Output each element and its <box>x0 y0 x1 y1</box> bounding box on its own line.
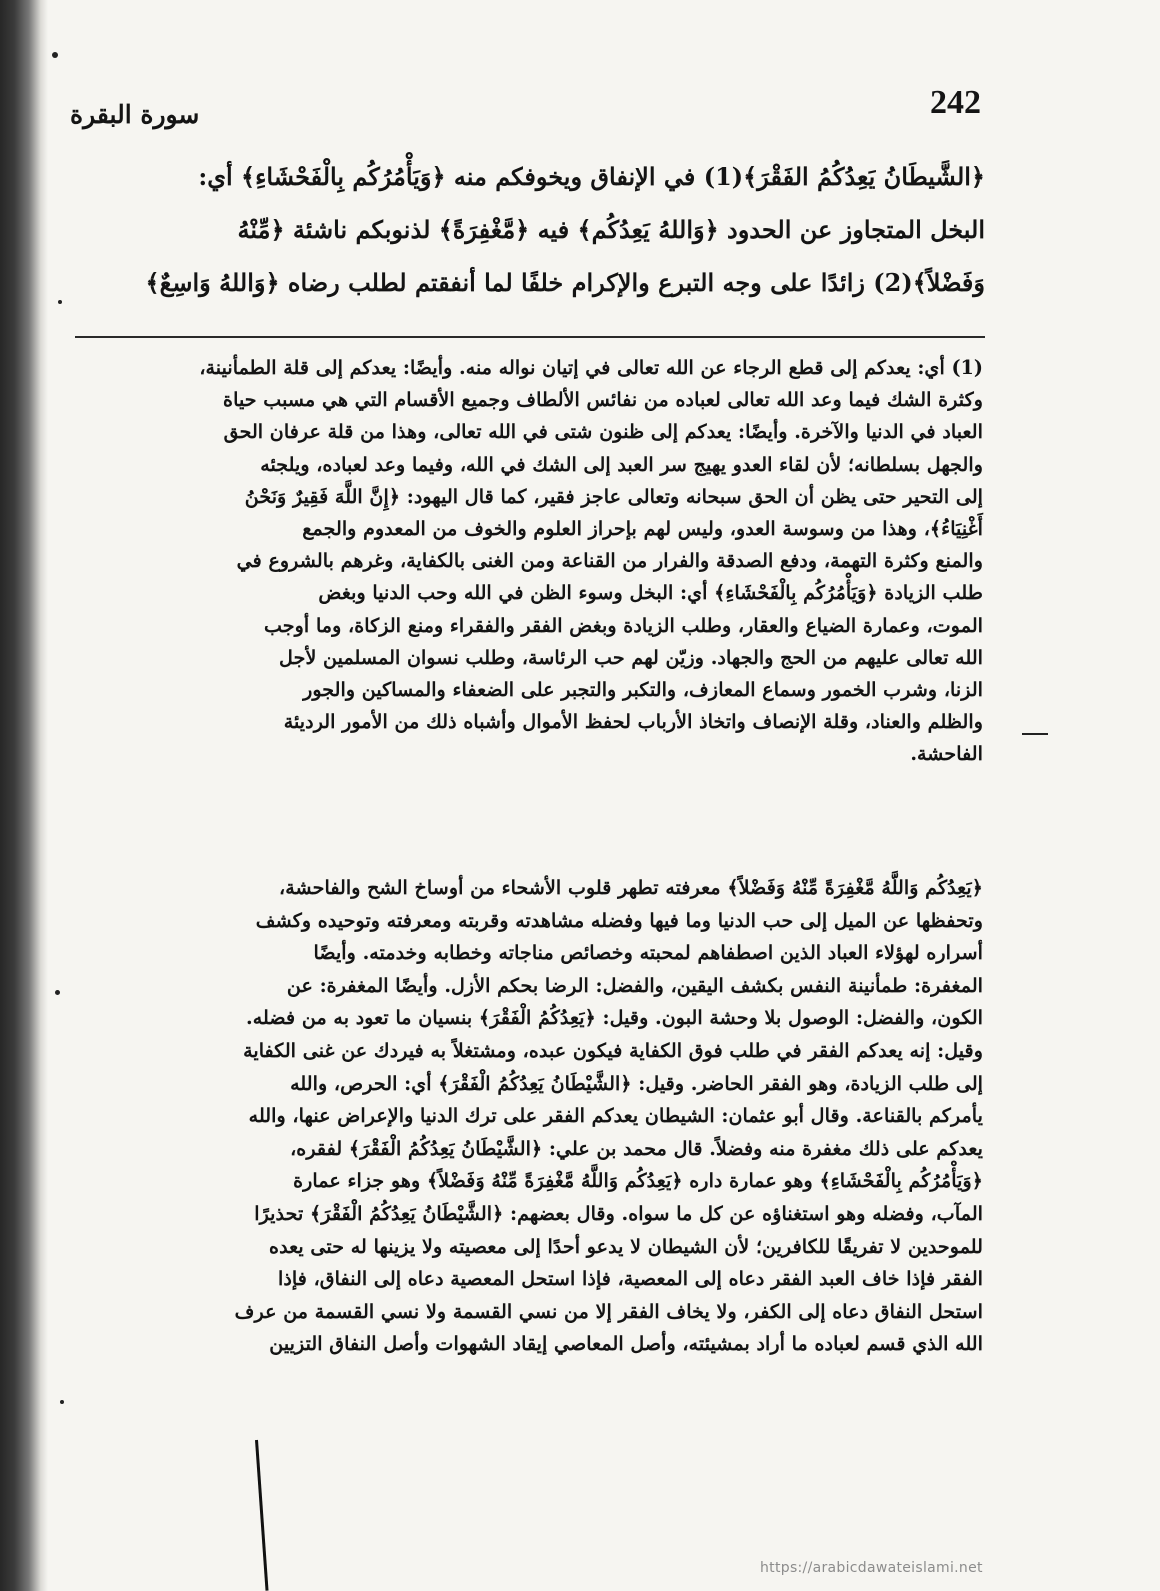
footnote-divider <box>75 336 985 338</box>
footnote-line: والجهل بسلطانه؛ لأن لقاء العدو يهيج سر العبد إلى الشك في الله، وفيما وعد لعباده، ويلجئه <box>260 452 983 476</box>
footnote-line: (1) أي: يعدكم إلى قطع الرجاء عن الله تعالى في إتيان نواله منه. وأيضًا: يعدكم إلى قلة الطمأنينة، <box>199 356 983 379</box>
footnote-line: الله تعالى عليهم من الحج والجهاد. وزيّن لهم حب الرئاسة، وطلب نسوان المسلمين لأجل <box>279 645 983 669</box>
footnote-line: الله الذي قسم لعباده ما أراد بمشيئته، وأصل المعاصي إيقاد الشهوات وأصل النفاق التزيين <box>269 1332 983 1356</box>
footnote-continuation <box>78 872 983 1361</box>
footnote-line: وتحفظها عن الميل إلى حب الدنيا وما فيها وفضله مشاهدته وقربته ومعرفته وتوحيده وكشف <box>255 908 983 932</box>
scan-speck <box>58 300 62 304</box>
footnote-line: للموحدين لا تفريقًا للكافرين؛ لأن الشيطان لا يدعو أحدًا إلى معصيته ولا يزينها له حتى يعده <box>269 1234 983 1258</box>
footnote-line: الفاحشة. <box>910 742 983 766</box>
main-text-line: البخل المتجاوز عن الحدود ﴿وَاللهُ يَعِدُكُم﴾ فيه ﴿مَّغْفِرَةً﴾ لذنوبكم ناشئة ﴿مِّنْهُ <box>237 215 985 244</box>
footnote <box>78 352 983 771</box>
scan-speck <box>55 990 60 995</box>
footnote-line: المآب، وفضله وهو استغناؤه عن كل ما سواه. وقال بعضهم: ﴿الشَّيْطَانُ يَعِدُكُمُ الْفَقْرَ﴾ تحذيرًا <box>254 1201 983 1225</box>
footnote-line: طلب الزيادة ﴿وَيَأْمُرُكُم بِالْفَحْشَاءِ﴾ أي: البخل وسوء الظن في الله وحب الدنيا وبغض <box>318 581 983 605</box>
footnote-line: إلى التحير حتى يظن أن الحق سبحانه وتعالى عاجز فقير، كما قال اليهود: ﴿إِنَّ اللَّهَ فَقِيرٌ وَنَحْنُ <box>244 484 983 508</box>
watermark-url: https://arabicdawateislami.net <box>760 1560 983 1576</box>
footnote-line: الموت، وعمارة الضياع والعقار، وطلب الزيادة وبغض الفقر والفقراء ومنع الزكاة، وما أوجب <box>263 613 983 637</box>
scan-speck <box>60 1400 64 1404</box>
footnote-line: العباد في الدنيا والآخرة. وأيضًا: يعدكم إلى ظنون شتى في الله تعالى، وهذا من قلة عرفان الحق <box>223 420 983 444</box>
surah-name: سورة البقرة <box>70 100 200 129</box>
footnote-line: الفقر فإذا خاف العبد الفقر دعاه إلى المعصية، فإذا استحل المعصية دعاه إلى النفاق، فإذا <box>278 1267 983 1291</box>
footnote-line: أسراره لهؤلاء العباد الذين اصطفاهم لمحبته وخصائص مناجاته وخطابه وخدمته. وأيضًا <box>313 941 983 965</box>
footnote-line: وقيل: إنه يعدكم الفقر في طلب فوق الكفاية فيكون عبده، ومشتغلاً به فيردك عن غنى الكفاية <box>243 1038 983 1062</box>
footnote-line: يعدكم على ذلك مغفرة منه وفضلاً. قال محمد بن علي: ﴿الشَّيْطَانُ يَعِدُكُمُ الْفَقْرَ﴾ لفقره، <box>290 1136 983 1160</box>
margin-mark <box>1022 733 1048 735</box>
pen-stroke <box>255 1440 269 1591</box>
main-text-line: ﴿الشَّيطَانُ يَعِدُكُمُ الفَقْرَ﴾(1) في الإنفاق ويخوفكم منه ﴿وَيَأْمُرُكُم بِالْفَحْشَاءِ﴾ أي: <box>198 162 985 191</box>
footnote-line: يأمركم بالقناعة. وقال أبو عثمان: الشيطان يعدكم الفقر على ترك الدنيا والإعراض عنها، والله <box>248 1104 983 1128</box>
footnote-line: استحل النفاق دعاه إلى الكفر، ولا يخاف الفقر إلا من نسي القسمة ولا نسي القسمة من عرف <box>234 1299 983 1323</box>
footnote-line: المغفرة: طمأنينة النفس بكشف اليقين، والفضل: الرضا بحكم الأزل. وأيضًا المغفرة: عن <box>286 973 983 997</box>
footnote-line: والمنع وكثرة التهمة، ودفع الصدقة والفرار من القناعة ومن الغنى بالكفاية، وغرهم بالشروع في <box>236 549 983 573</box>
main-text-line: وَفَضْلاً﴾(2) زائدًا على وجه التبرع والإكرام خلفًا لما أنفقتم لطلب رضاه ﴿وَاللهُ وَاسِعٌ﴾ <box>145 268 985 297</box>
footnote-line: ﴿وَيَأْمُرُكُم بِالْفَحْشَاءِ﴾ وهو عمارة داره ﴿يَعِدُكُم وَاللَّهُ مَّغْفِرَةً مِّنْهُ وَفَضْلاً﴾ وهو جزاء عمارة <box>293 1169 983 1193</box>
page-number: 242 <box>930 84 981 121</box>
footnote-line: ﴿يَعِدُكُم وَاللَّهُ مَّغْفِرَةً مِّنْهُ وَفَضْلاً﴾ معرفته تطهر قلوب الأشحاء من أوساخ الشح والفاحشة، <box>279 876 983 899</box>
footnote-line: أَغْنِيَاءُ﴾، وهذا من وسوسة العدو، وليس لهم بإحراز العلوم والخوف من المعدوم والجمع <box>302 517 983 541</box>
main-text <box>75 150 985 309</box>
page-header <box>0 0 1160 150</box>
footnote-line: الزنا، وشرب الخمور وسماع المعازف، والتكبر والتجبر على الضعفاء والمساكين والجور <box>303 678 983 702</box>
binding-shadow <box>0 0 48 1591</box>
footnote-line: الكون، والفضل: الوصول بلا وحشة البون. وقيل: ﴿يَعِدُكُمُ الْفَقْرَ﴾ بنسيان ما تعود به من فضله. <box>246 1006 983 1030</box>
footnote-line: والظلم والعناد، وقلة الإنصاف واتخاذ الأرباب لحفظ الأموال وأشباه ذلك من الأمور الرديئة <box>283 710 983 734</box>
footnote-line: وكثرة الشك فيما وعد الله تعالى لعباده من نفائس الألطاف وجميع الأقسام التي هي مسبب حياة <box>223 388 983 412</box>
footnote-line: إلى طلب الزيادة، وهو الفقر الحاضر. وقيل: ﴿الشَّيْطَانُ يَعِدُكُمُ الْفَقْرَ﴾ أي: الحرص، والله <box>290 1071 983 1095</box>
